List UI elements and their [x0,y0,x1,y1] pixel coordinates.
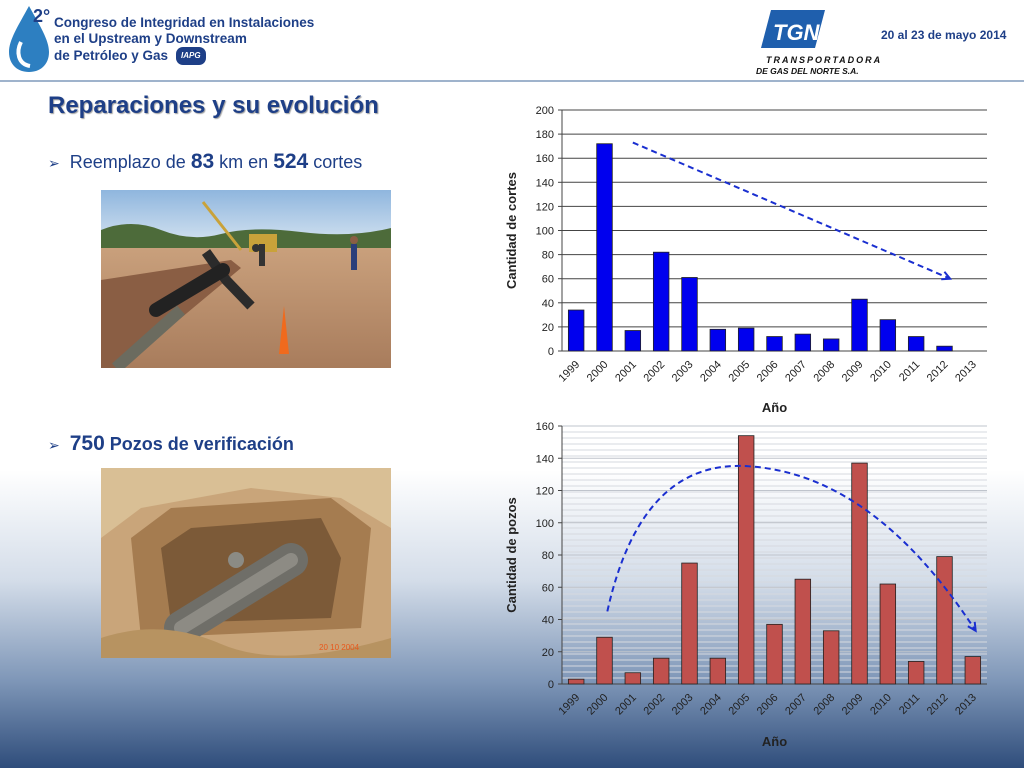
x-tick-label: 2011 [897,691,923,717]
y-tick-label: 160 [535,421,554,433]
bullet-arrow-icon: ➢ [48,437,60,453]
y-axis-title: Cantidad de pozos [504,497,519,613]
bullet1-pre: Reemplazo de [69,152,191,172]
x-tick-label: 2001 [613,691,639,718]
y-tick-label: 180 [535,129,554,142]
x-tick-label: 2011 [897,358,923,384]
x-tick-label: 2006 [754,691,781,718]
congress-line3: de Petróleo y Gas [54,48,169,63]
y-tick-label: 0 [547,679,554,691]
header-bar [0,0,1024,82]
trend-arrowhead [968,622,976,631]
x-tick-label: 2012 [924,358,951,385]
x-tick-label: 2000 [584,358,611,385]
y-tick-label: 120 [535,485,554,498]
x-tick-label: 2002 [641,691,668,718]
bar-2004 [710,329,726,351]
bar-2001 [625,331,641,351]
congress-line2: en el Upstream y Downstream [54,31,247,46]
y-tick-label: 40 [541,614,554,627]
congress-number: 2° [33,6,51,26]
x-tick-label: 2003 [669,358,696,385]
trend-line [633,143,950,279]
y-tick-label: 100 [535,517,554,530]
x-tick-label: 2003 [669,691,696,718]
excavation-photo [101,468,391,658]
wells-chart [496,416,996,758]
x-tick-label: 2005 [726,691,753,718]
bar-2011 [908,337,924,351]
bar-2011 [908,661,924,684]
cuts-chart [496,98,996,420]
x-tick-label: 2002 [641,358,668,385]
x-tick-label: 2013 [953,691,979,718]
y-tick-label: 60 [541,582,554,595]
bullet1-cuts: 524 [273,150,309,173]
bar-2005 [738,328,754,351]
x-tick-label: 2013 [953,358,979,385]
tgn-logo [761,6,825,52]
bar-2006 [767,337,783,351]
x-tick-label: 2012 [924,691,951,718]
y-tick-label: 140 [535,453,554,466]
bullet1-km: 83 [190,150,215,173]
y-tick-label: 120 [535,201,554,214]
x-tick-label: 2004 [698,691,724,718]
y-tick-label: 40 [541,297,554,310]
x-tick-label: 1999 [556,691,583,718]
bar-2002 [653,252,669,351]
bar-2002 [653,658,669,684]
y-tick-label: 160 [535,153,554,166]
x-tick-label: 2009 [839,358,866,385]
congress-drop-logo [6,2,52,74]
tgn-logo-text: TGN [773,20,820,45]
bar-2009 [852,299,868,351]
bullet-replacement [48,150,362,174]
y-tick-label: 60 [541,273,554,286]
bar-2009 [852,463,868,684]
x-axis-title: Año [761,400,788,415]
bar-2007 [795,579,811,684]
y-tick-label: 20 [541,321,554,334]
bar-2013 [965,657,981,684]
company-name-line1: TRANSPORTADORA [766,55,883,65]
x-axis-title: Año [761,734,788,749]
bar-2012 [937,346,953,351]
bar-2008 [823,339,839,351]
iapg-logo: IAPG [176,47,206,65]
x-tick-label: 2004 [698,358,724,385]
bullet1-post: cortes [308,152,363,172]
photo-date-stamp: 20 10 2004 [319,643,360,652]
company-name-line2: DE GAS DEL NORTE S.A. [756,66,859,76]
bullet1-mid: km en [214,152,274,172]
x-tick-label: 2010 [868,691,894,718]
x-tick-label: 2010 [868,358,894,385]
bullet-wells [48,432,294,456]
slide-title: Reparaciones y su evolución [48,92,379,119]
x-tick-label: 2009 [839,691,866,718]
bar-2003 [682,277,698,351]
bar-2012 [937,557,953,684]
y-tick-label: 80 [541,550,554,562]
bar-2008 [823,631,839,684]
x-tick-label: 1999 [556,358,583,385]
y-tick-label: 80 [541,249,554,262]
x-tick-label: 2008 [811,358,838,385]
bar-1999 [568,310,584,351]
congress-line1: Congreso de Integridad en Instalaciones [54,15,315,30]
x-tick-label: 2007 [783,358,809,385]
y-tick-label: 100 [535,225,554,238]
bar-2003 [682,563,698,684]
bar-2000 [597,144,613,351]
bar-1999 [568,679,584,684]
y-axis-title: Cantidad de cortes [504,171,519,290]
x-tick-label: 2001 [613,358,639,385]
bar-2010 [880,584,896,684]
congress-title [54,15,314,65]
y-tick-label: 140 [535,177,554,190]
x-tick-label: 2006 [754,358,781,385]
bar-2007 [795,334,811,351]
bar-2006 [767,624,783,684]
bullet2-num: 750 [69,432,105,455]
x-tick-label: 2008 [811,691,838,718]
y-tick-label: 20 [541,646,554,659]
trend-arrowhead [941,272,950,280]
event-date: 20 al 23 de mayo 2014 [881,28,1007,42]
x-tick-label: 2005 [726,358,753,385]
bullet-arrow-icon: ➢ [48,155,60,171]
pipeline-photo [101,190,391,368]
bar-2001 [625,673,641,684]
x-tick-label: 2000 [584,691,611,718]
y-tick-label: 0 [547,346,554,358]
x-tick-label: 2007 [783,691,809,718]
bullet2-text: Pozos de verificación [104,434,294,454]
bar-2004 [710,658,726,684]
bar-2000 [597,637,613,684]
bar-2005 [738,436,754,684]
bar-2010 [880,320,896,351]
y-tick-label: 200 [535,105,554,117]
